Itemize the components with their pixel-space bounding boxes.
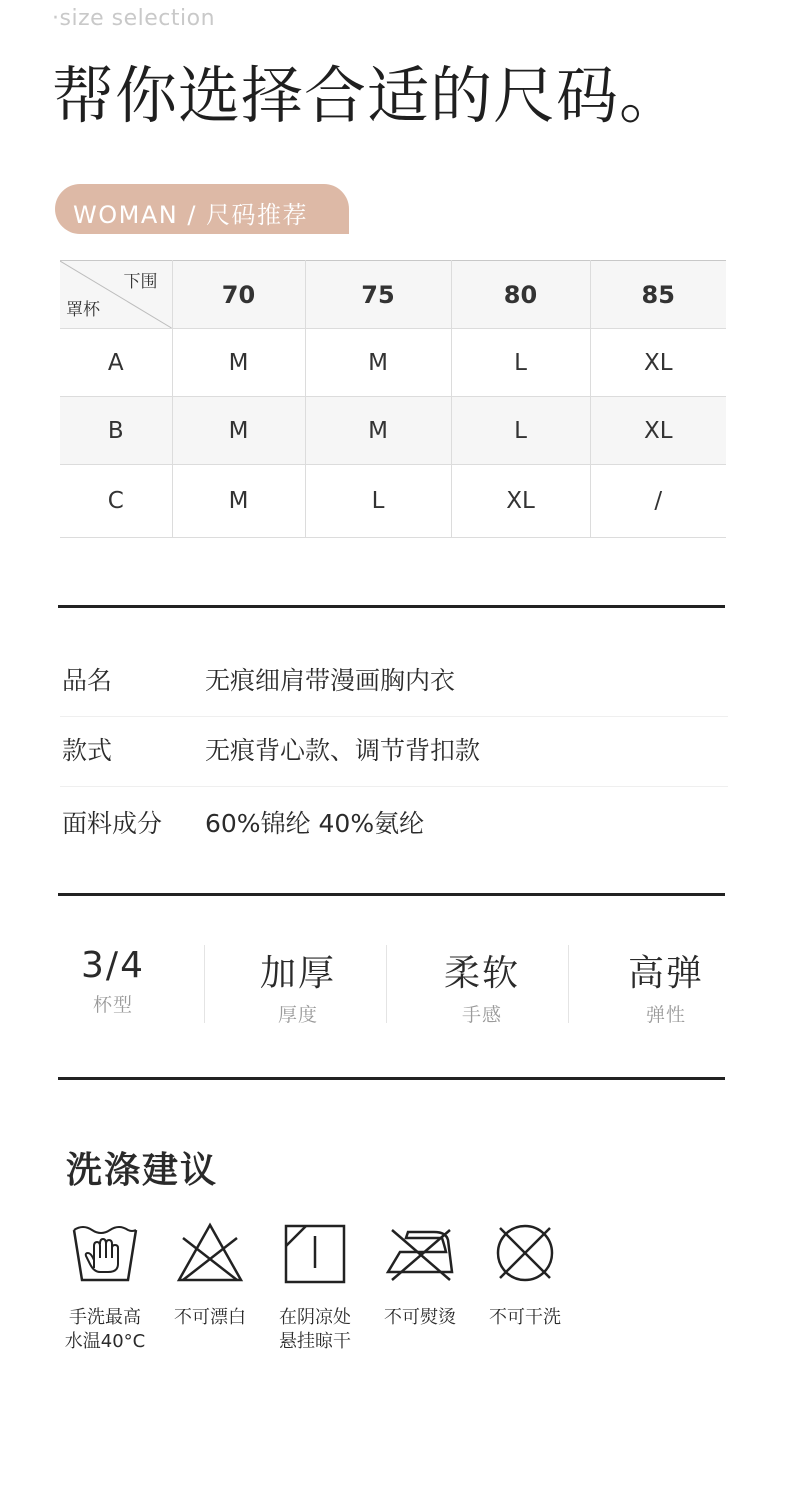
feature-divider xyxy=(386,945,387,1023)
tag-label: WOMAN / 尺码推荐 xyxy=(73,201,309,229)
care-item-no-dry-clean xyxy=(475,1222,575,1330)
care-label: 在阴凉处 悬挂晾干 xyxy=(279,1307,351,1352)
size-chart-table xyxy=(60,260,726,538)
size-selection-eyebrow: ·size selection xyxy=(52,6,216,31)
info-row-product-name xyxy=(60,645,728,715)
page-headline: 帮你选择合适的尺码。 xyxy=(52,59,683,132)
column-header: 85 xyxy=(590,261,726,329)
care-label: 不可熨烫 xyxy=(384,1307,456,1328)
feature-label: 厚度 xyxy=(277,1004,318,1026)
no-bleach-icon xyxy=(175,1222,245,1284)
corner-underbust-label: 下围 xyxy=(123,272,158,292)
size-cell: / xyxy=(590,465,726,538)
size-cell: L xyxy=(451,329,590,397)
cup-cell: A xyxy=(60,329,172,397)
section-divider xyxy=(58,893,725,896)
feature-thickness xyxy=(207,945,389,1025)
feature-divider xyxy=(204,945,205,1023)
info-divider xyxy=(60,786,728,787)
size-cell: XL xyxy=(451,465,590,538)
info-row-style xyxy=(60,715,728,785)
section-divider xyxy=(58,605,725,608)
size-cell: XL xyxy=(590,329,726,397)
size-cell: M xyxy=(172,329,305,397)
feature-label: 杯型 xyxy=(92,994,133,1016)
size-cell: L xyxy=(305,465,451,538)
info-value: 无痕细肩带漫画胸内衣 xyxy=(205,666,456,695)
column-header: 70 xyxy=(172,261,305,329)
size-table-header-row xyxy=(60,261,726,329)
feature-cup-type xyxy=(22,945,204,1025)
feature-value: 加厚 xyxy=(259,953,336,994)
feature-value: 3/4 xyxy=(81,945,145,986)
dry-in-shade-icon xyxy=(280,1222,350,1284)
feature-label: 手感 xyxy=(461,1004,502,1026)
table-row xyxy=(60,329,726,397)
column-header: 75 xyxy=(305,261,451,329)
no-iron-icon xyxy=(382,1222,458,1284)
info-row-fabric xyxy=(60,788,728,858)
care-item-dry-in-shade xyxy=(265,1222,365,1354)
info-value: 60%锦纶 40%氨纶 xyxy=(205,809,425,838)
table-corner-cell xyxy=(60,261,172,329)
care-item-no-iron xyxy=(370,1222,470,1330)
size-recommendation-tag xyxy=(55,184,349,234)
table-row xyxy=(60,465,726,538)
size-cell: M xyxy=(172,465,305,538)
hand-wash-icon xyxy=(70,1222,140,1284)
care-item-no-bleach xyxy=(160,1222,260,1330)
size-cell: XL xyxy=(590,397,726,465)
feature-value: 柔软 xyxy=(443,953,520,994)
info-key: 面料成分 xyxy=(62,809,163,838)
care-item-hand-wash xyxy=(55,1222,155,1354)
info-key: 款式 xyxy=(62,736,113,765)
info-value: 无痕背心款、调节背扣款 xyxy=(205,736,481,765)
cup-cell: C xyxy=(60,465,172,538)
size-cell: M xyxy=(305,397,451,465)
corner-cup-label: 罩杯 xyxy=(66,300,100,320)
column-header: 80 xyxy=(451,261,590,329)
feature-label: 弹性 xyxy=(645,1004,686,1026)
size-cell: M xyxy=(305,329,451,397)
care-label: 不可干洗 xyxy=(489,1307,561,1328)
cup-cell: B xyxy=(60,397,172,465)
size-cell: L xyxy=(451,397,590,465)
wash-instructions-title: 洗涤建议 xyxy=(66,1150,219,1191)
feature-value: 高弹 xyxy=(627,953,704,994)
size-cell: M xyxy=(172,397,305,465)
feature-softness xyxy=(391,945,573,1025)
no-dry-clean-icon xyxy=(490,1222,560,1284)
feature-elasticity xyxy=(575,945,757,1025)
feature-divider xyxy=(568,945,569,1023)
table-row xyxy=(60,397,726,465)
info-key: 品名 xyxy=(62,666,113,695)
care-label: 手洗最高 水温40°C xyxy=(64,1307,146,1352)
section-divider xyxy=(58,1077,725,1080)
care-label: 不可漂白 xyxy=(174,1307,246,1328)
